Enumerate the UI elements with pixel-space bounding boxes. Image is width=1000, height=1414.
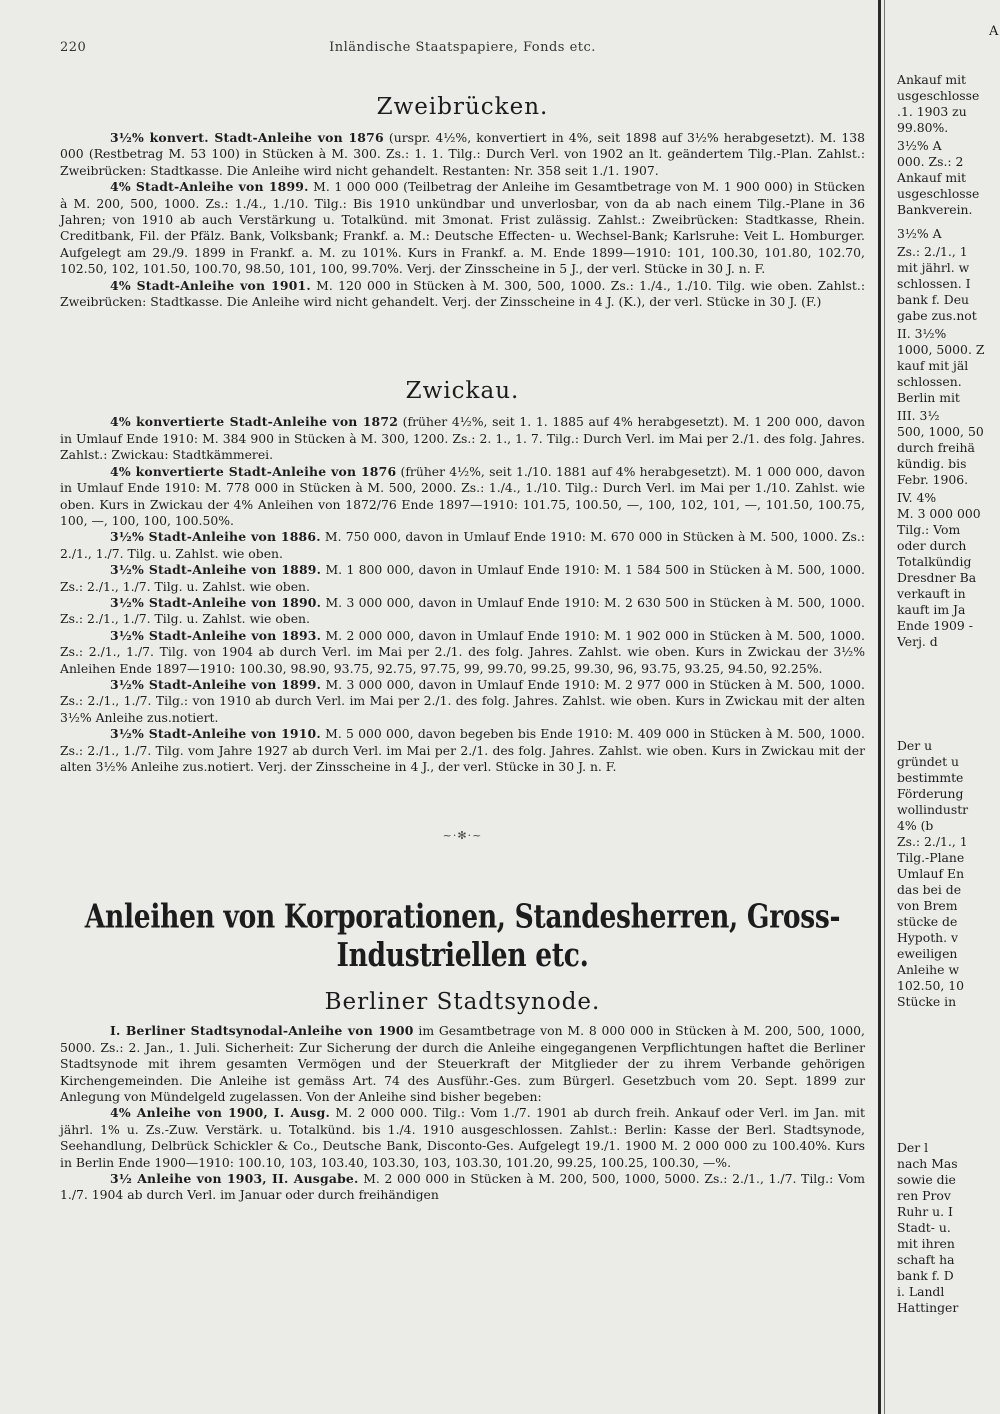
zwickau-entries (60, 414, 865, 775)
entry-paragraph (60, 595, 865, 628)
fragment-line: Verj. d (897, 634, 938, 649)
fragment-line: kauft im Ja (897, 602, 966, 617)
entry-lead: 3½ Anleihe von 1903, II. Ausgabe. (110, 1171, 359, 1187)
fragment-line: bank f. Deu (897, 292, 970, 307)
entry-paragraph (60, 278, 865, 311)
entry-paragraph (60, 529, 865, 562)
fragment-line: 3½% A (897, 226, 942, 241)
fragment-line: Ruhr u. I (897, 1204, 953, 1219)
entry-lead: 4% Stadt-Anleihe von 1899. (110, 179, 309, 195)
fragment-line: wollindustr (897, 802, 969, 817)
entry-text: M. 750 000, davon in Umlauf Ende 1910: M. 670 000 in Stücken à M. 500, 1000. Zs.: 2./1., 1./7. Tilg. u. Zahlst. wie oben. (60, 529, 865, 561)
entry-text: (früher 4½%, seit 1./10. 1881 auf 4% herabgesetzt). M. 1 000 000, davon in Umlauf Ende 1910: M. 778 000 in Stücken à M. 500, 2000. Zs.: 1./4., 1./10. Tilg.: Durch Verl. im Mai per 1./10. Zahlst. wie oben. Kurs in Zwickau der 4% Anleihen von 1872/76 Ende 1897—1910: 101.75, 100.50, —, 100, 102, 101, —, 101.50, 100.75, 100, —, 100, 100, 100.50%. (60, 463, 865, 528)
fragment-line: durch freihä (897, 440, 975, 455)
fragment-line: Hypoth. v (897, 930, 959, 945)
fragment-line: 3½% A (897, 138, 942, 153)
fragment-line: 000. Zs.: 2 (897, 154, 964, 169)
running-title: Inländische Staatspapiere, Fonds etc. (329, 40, 596, 55)
fragment-line: usgeschlosse (897, 186, 980, 201)
fragment-line: verkauft in (897, 586, 966, 601)
column-rule-thin (884, 0, 885, 1414)
fragment-line: Totalkündig (897, 554, 972, 569)
entry-text: M. 2 000 000 in Stücken à M. 200, 500, 1000, 5000. Zs.: 2./1., 1./7. Tilg.: Vom 1./7. 1904 ab durch Verl. im Januar oder durch freihändigen (60, 1171, 865, 1203)
fragment-line: gründet u (897, 754, 959, 769)
entry-lead: 3½% Stadt-Anleihe von 1893. (110, 627, 322, 643)
entry-paragraph (60, 464, 865, 530)
entry-lead: 4% Stadt-Anleihe von 1901. (110, 277, 311, 293)
fragment-line: Zs.: 2./1., 1 (897, 834, 968, 849)
fragment-line: Dresdner Ba (897, 570, 977, 585)
fragment-line: 4% (b (897, 818, 934, 833)
entry-paragraph (60, 726, 865, 775)
entry-paragraph (60, 562, 865, 595)
fragment-line: Anleihe w (897, 962, 960, 977)
fragment-line: 102.50, 10 (897, 978, 964, 993)
fragment-line: von Brem (897, 898, 958, 913)
entry-paragraph (60, 1171, 865, 1204)
entry-paragraph (60, 1023, 865, 1105)
fragment-line: kündig. bis (897, 456, 967, 471)
entry-lead: 4% konvertierte Stadt-Anleihe von 1876 (110, 463, 397, 479)
fragment-line: Tilg.: Vom (897, 522, 961, 537)
entry-text: M. 120 000 in Stücken à M. 300, 500, 1000. Zs.: 1./4., 1./10. Tilg. wie oben. Zahlst.: Zweibrücken: Stadtkasse. Die Anleihe wird nicht gehandelt. Verj. der Zinsscheine in 4 J. (K.), der verl. Stücke in 30 J. (F.) (60, 277, 865, 310)
fragment-line: Ankauf mit (897, 170, 967, 185)
entry-lead: I. Berliner Stadtsynodal-Anleihe von 1900 (110, 1023, 414, 1039)
fragment-line: usgeschlosse (897, 88, 980, 103)
fragment-line: Berlin mit (897, 390, 960, 405)
fragment-line: schlossen. (897, 374, 962, 389)
entry-text: im Gesamtbetrage von M. 8 000 000 in Stücken à M. 200, 500, 1000, 5000. Zs.: 2. Jan., 1. Juli. Sicherheit: Zur Sicherung der durch die Anleihe eingegangenen Verpflichtungen haftet die Berliner Stadtsynode mit ihrem gesamten Vermögen und der Steuerkraft der Mitglieder der zu ihrem Verbande gehörigen Kirchengemeinden. Die Anleihe ist gemäss Art. 74 des Ausführ.-Ges. zum Bürgerl. Gesetzbuch vom 20. Sept. 1899 zur Anlegung von Mündelgeld zugelassen. Von der Anleihe sind bisher begeben: (60, 1023, 865, 1105)
fragment-line: III. 3½ (897, 408, 940, 423)
fragment-line: 99.80%. (897, 120, 949, 135)
fragment-line: bestimmte (897, 770, 964, 785)
column-rule (878, 0, 881, 1414)
fragment-line: 500, 1000, 50 (897, 424, 984, 439)
fragment-line: Ankauf mit (897, 72, 967, 87)
fragment-line: Febr. 1906. (897, 472, 969, 487)
part-heading: Anleihen von Korporationen, Standesherren, Gross-Industriellen etc. (84, 897, 841, 976)
entry-text: M. 2 000 000. Tilg.: Vom 1./7. 1901 ab durch freih. Ankauf oder Verl. im Jan. mit jährl. 1% u. Zs.-Zuw. Verstärk. u. Totalkünd. bis 1./4. 1910 ausgeschlossen. Zahlst.: Berlin: Kasse der Berl. Stadtsynode, Seehandlung, Delbrück Schickler & Co., Deutsche Bank, Disconto-Ges. Aufgelegt 19./1. 1900 M. 2 000 000 zu 100.40%. Kurs in Berlin Ende 1900—1910: 100.10, 103, 103.40, 103.30, 103, 103.30, 101.20, 99.25, 100.25, 100.30, —%. (60, 1105, 865, 1170)
fragment-line: gabe zus.not (897, 308, 977, 323)
ornament-divider: ~·✻·~ (442, 829, 483, 843)
fragment-line: 1000, 5000. Z (897, 342, 985, 357)
entry-lead: 3½% Stadt-Anleihe von 1890. (110, 594, 322, 610)
fragment-line: Tilg.-Plane (897, 850, 965, 865)
fragment-line: IV. 4% (897, 490, 937, 505)
entry-paragraph (60, 414, 865, 463)
entry-lead: 3½% Stadt-Anleihe von 1899. (110, 676, 322, 692)
fragment-line: Hattinger (897, 1300, 959, 1315)
fragment-line: ren Prov (897, 1188, 951, 1203)
fragment-line: Stücke in (897, 994, 957, 1009)
entry-text: M. 1 800 000, davon in Umlauf Ende 1910: M. 1 584 500 in Stücken à M. 500, 1000. Zs.: 2./1., 1./7. Tilg. u. Zahlst. wie oben. (60, 562, 865, 594)
fragment-line: Umlauf En (897, 866, 965, 881)
fragment-line: schaft ha (897, 1252, 955, 1267)
fragment-line: Der l (897, 1140, 929, 1155)
fragment-line: Förderung (897, 786, 964, 801)
entry-text: (urspr. 4½%, konvertiert in 4%, seit 1898 auf 3½% herabgesetzt). M. 138 000 (Restbetrag M. 53 100) in Stücken à M. 300. Zs.: 1. 1. Tilg.: Durch Verl. von 1902 an lt. geändertem Tilg.-Plan. Zahlst.: Zweibrücken: Stadtkasse. Die Anleihe wird nicht gehandelt. Restanten: Nr. 358 seit 1./1. 1907. (60, 130, 865, 178)
synode-entries (60, 1023, 865, 1203)
entry-paragraph (60, 677, 865, 726)
fragment-line: sowie die (897, 1172, 956, 1187)
fragment-line: i. Landl (897, 1284, 945, 1299)
entry-paragraph (60, 179, 865, 277)
entry-text: M. 1 000 000 (Teilbetrag der Anleihe im Gesamtbetrage von M. 1 900 000) in Stücken à M. 200, 500, 1000. Zs.: 1./4., 1./10. Tilg.: Bis 1910 unkündbar und unverlosbar, von da ab nach einem Tilg.-Plane in 36 Jahren; von 1910 ab auch Verstärkung u. Totalkünd. mit 3monat. Frist zulässig. Zahlst.: Zweibrücken: Stadtkasse, Rhein. Creditbank, Fil. der Pfälz. Bank, Volksbank; Frankf. a. M.: Deutsche Effecten- u. Wechsel-Bank; Karlsruhe: Veit L. Homburger. Aufgelegt am 29./9. 1899 in Frankf. a. M. zu 101%. Kurs in Frankf. a. M. Ende 1899—1910: 101, 100.30, 101.80, 102.70, 102.50, 102, 101.50, 100.70, 98.50, 101, 100, 99.70%. Verj. der Zinsscheine in 5 J., der verl. Stücke in 30 J. n. F. (60, 179, 865, 277)
entry-paragraph (60, 628, 865, 677)
fragment-line: kauf mit jäl (897, 358, 969, 373)
fragment-line: oder durch (897, 538, 967, 553)
fragment-line: II. 3½% (897, 326, 947, 341)
entry-lead: 3½% Stadt-Anleihe von 1910. (110, 726, 321, 742)
section-title-zweibruecken: Zweibrücken. (376, 94, 549, 120)
zweibruecken-entries (60, 130, 865, 310)
fragment-line: stücke de (897, 914, 958, 929)
fragment-line: Stadt- u. (897, 1220, 951, 1235)
entry-lead: 3½% konvert. Stadt-Anleihe von 1876 (110, 130, 384, 145)
fragment-line: mit ihren (897, 1236, 955, 1251)
section-title-zwickau: Zwickau. (405, 378, 520, 405)
entry-text: M. 2 000 000, davon in Umlauf Ende 1910: M. 1 902 000 in Stücken à M. 500, 1000. Zs.: 2./1., 1./7. Tilg. von 1904 ab durch Verl. im Mai per 2./1. des folg. Jahres. Zahlst. wie oben. Kurs in Zwickau der 3½% Anleihen Ende 1897—1910: 100.30, 98.90, 93.75, 92.75, 97.75, 99, 99.70, 99.25, 99.30, 96, 93.75, 93.25, 94.50, 92.25%. (60, 627, 865, 676)
page-header (60, 40, 865, 62)
fragment-line: schlossen. I (897, 276, 971, 291)
fragment-line: Zs.: 2./1., 1 (897, 244, 968, 259)
entry-text: M. 3 000 000, davon in Umlauf Ende 1910: M. 2 630 500 in Stücken à M. 500, 1000. Zs.: 2./1., 1./7. Tilg. u. Zahlst. wie oben. (60, 594, 865, 627)
fragment-line: Ende 1909 - (897, 618, 973, 633)
entry-text: (früher 4½%, seit 1. 1. 1885 auf 4% herabgesetzt). M. 1 200 000, davon in Umlauf Ende 1910: M. 384 900 in Stücken à M. 300, 1200. Zs.: 2. 1., 1. 7. Tilg.: Durch Verl. im Mai per 2./1. des folg. Jahres. Zahlst.: Zwickau: Stadtkämmerei. (60, 414, 865, 463)
adjacent-page-corner-letter: A (989, 24, 999, 39)
main-column (60, 40, 865, 1204)
fragment-line: .1. 1903 zu (897, 104, 967, 119)
entry-paragraph (60, 1105, 865, 1171)
section-title-synode: Berliner Stadtsynode. (324, 989, 601, 1016)
fragment-line: Der u (897, 738, 933, 753)
entry-paragraph (60, 130, 865, 179)
fragment-line: mit jährl. w (897, 260, 970, 275)
entry-text: M. 5 000 000, davon begeben bis Ende 1910: M. 409 000 in Stücken à M. 500, 1000. Zs.: 2./1., 1./7. Tilg. vom Jahre 1927 ab durch Verl. im Mai per 2./1. des folg. Jahres. Zahlst. wie oben. Kurs in Zwickau mit der alten 3½% Anleihe zus.notiert. Verj. der Zinsscheine in 4 J., der verl. Stücke in 30 J. n. F. (60, 726, 865, 774)
entry-lead: 4% konvertierte Stadt-Anleihe von 1872 (110, 414, 399, 430)
entry-lead: 4% Anleihe von 1900, I. Ausg. (110, 1105, 330, 1121)
fragment-line: Bankverein. (897, 202, 973, 217)
page-number: 220 (60, 40, 87, 55)
entry-text: M. 3 000 000, davon in Umlauf Ende 1910: M. 2 977 000 in Stücken à M. 500, 1000. Zs.: 2./1., 1./7. Tilg.: von 1910 ab durch Verl. im Mai per 2./1. des folg. Jahres. Zahlst. wie oben. Kurs in Zwickau mit der alten 3½% Anleihe zus.notiert. (60, 676, 865, 725)
entry-lead: 3½% Stadt-Anleihe von 1889. (110, 562, 322, 578)
fragment-line: bank f. D (897, 1268, 954, 1283)
adjacent-page-fragment (897, 0, 1000, 1414)
fragment-line: M. 3 000 000 (897, 506, 981, 521)
fragment-line: eweiligen (897, 946, 958, 961)
entry-lead: 3½% Stadt-Anleihe von 1886. (110, 529, 321, 545)
fragment-line: das bei de (897, 882, 962, 897)
fragment-line: nach Mas (897, 1156, 958, 1171)
